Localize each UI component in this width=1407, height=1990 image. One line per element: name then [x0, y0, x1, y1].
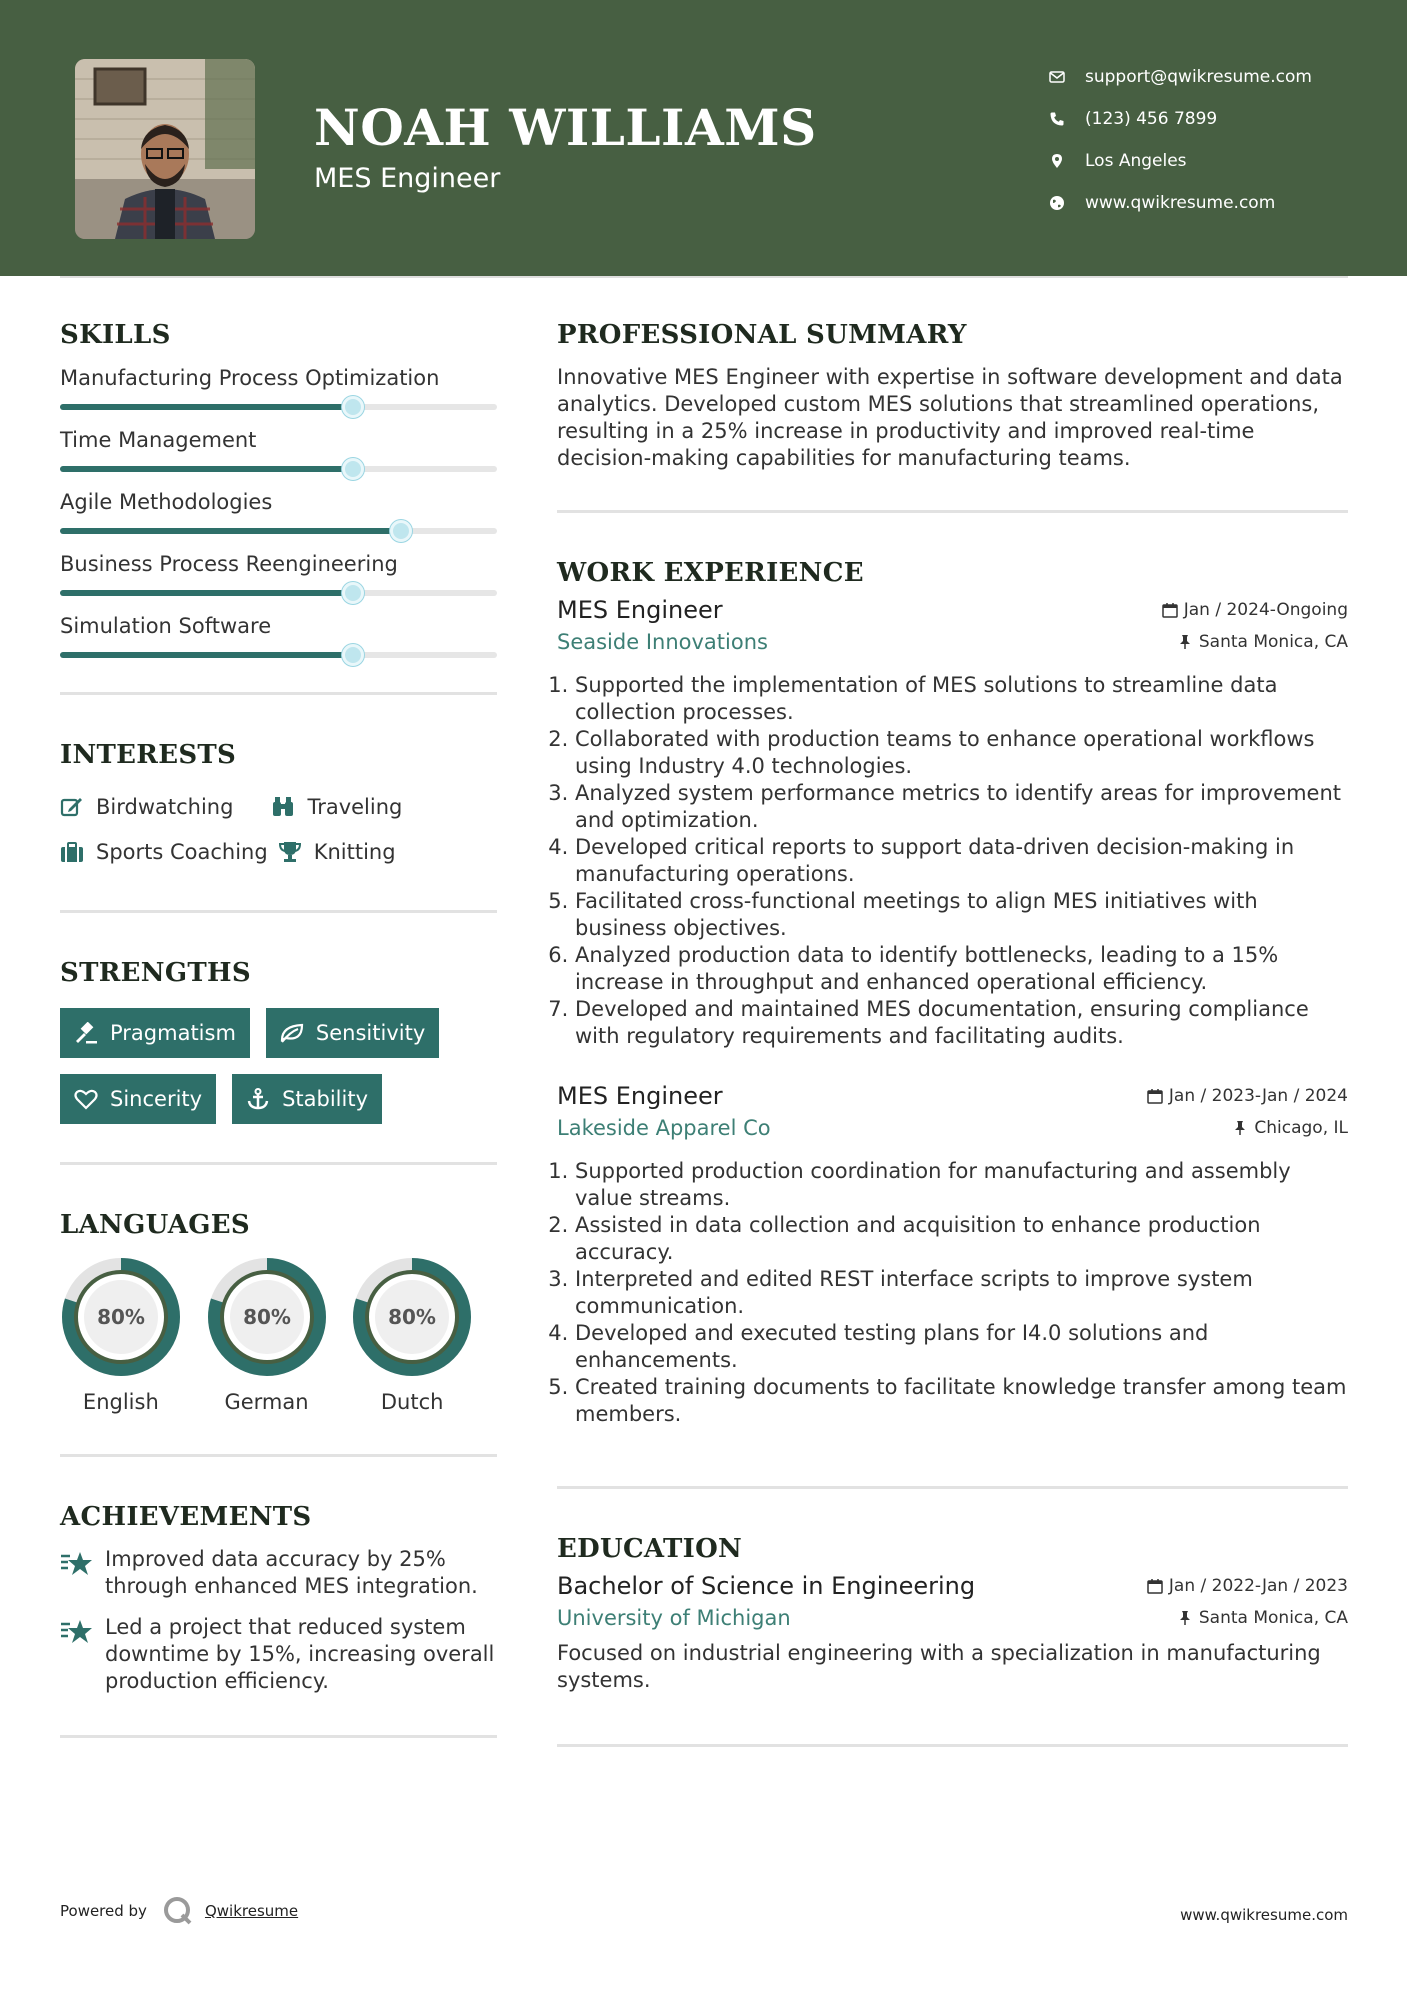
languages-heading: LANGUAGES	[60, 1210, 250, 1240]
contact-email-text: support@qwikresume.com	[1085, 67, 1312, 87]
header-divider	[60, 276, 1348, 278]
left-column	[60, 320, 497, 1738]
language-donut	[206, 1256, 328, 1378]
job-location	[1232, 1118, 1348, 1138]
candidate-name: NOAH WILLIAMS	[314, 98, 817, 157]
skill-bar	[60, 652, 497, 658]
job-subheader	[557, 1116, 1348, 1140]
qwikresume-logo-icon	[163, 1896, 193, 1926]
strength-label: Sensitivity	[315, 1021, 426, 1045]
job-location	[1177, 632, 1348, 652]
job-bullet: 4. Developed and executed testing plans for I4.0 solutions and enhancements.	[575, 1320, 1348, 1374]
gavel-icon	[74, 1022, 98, 1044]
briefcase-icon	[60, 841, 96, 863]
skill-bar-knob	[342, 644, 364, 666]
powered-by-text: Powered by	[60, 1902, 147, 1920]
education-entry	[557, 1572, 1348, 1694]
language-donut	[60, 1256, 182, 1378]
language-percent: 80%	[97, 1305, 145, 1329]
contact-website-text: www.qwikresume.com	[1085, 193, 1276, 213]
skills-list	[60, 364, 497, 658]
strength-chip	[266, 1008, 439, 1058]
job-bullet: 1. Supported production coordination for manufacturing and assembly value streams.	[575, 1158, 1348, 1212]
skill-bar-fill	[60, 652, 353, 658]
skill-item	[60, 426, 497, 472]
job-title: MES Engineer	[557, 596, 723, 624]
company-name: Seaside Innovations	[557, 630, 768, 654]
section-divider	[60, 1454, 497, 1457]
contact-phone-text: (123) 456 7899	[1085, 109, 1218, 129]
skill-item	[60, 612, 497, 658]
strength-label: Stability	[282, 1087, 369, 1111]
education-heading: EDUCATION	[557, 1534, 743, 1564]
star-list-icon	[60, 1546, 105, 1600]
footer-powered-by	[60, 1896, 298, 1926]
skill-item	[60, 364, 497, 410]
pushpin-icon	[1232, 1120, 1248, 1136]
trophy-icon	[278, 841, 314, 863]
interest-item	[60, 829, 268, 874]
calendar-icon	[1147, 1578, 1163, 1594]
contact-location	[1049, 140, 1312, 182]
job-bullet: 7. Developed and maintained MES documentation, ensuring compliance with regulatory requirements and facilitating audits.	[575, 996, 1348, 1050]
contact-location-text: Los Angeles	[1085, 151, 1187, 171]
profile-photo	[75, 59, 255, 239]
strengths-heading: STRENGTHS	[60, 958, 251, 988]
section-divider	[557, 1486, 1348, 1489]
education-location	[1177, 1608, 1348, 1628]
achievement-item	[60, 1614, 497, 1695]
candidate-title: MES Engineer	[314, 163, 501, 194]
skill-bar-knob	[342, 396, 364, 418]
language-item	[351, 1256, 497, 1414]
section-divider	[60, 1735, 497, 1738]
strength-chip	[232, 1074, 382, 1124]
interests-list	[60, 784, 497, 874]
job-date-text: Jan / 2023-Jan / 2024	[1168, 1086, 1348, 1106]
language-name: German	[224, 1390, 309, 1414]
edit-icon	[60, 796, 96, 818]
footer-website[interactable]: www.qwikresume.com	[1180, 1906, 1348, 1924]
phone-icon	[1049, 111, 1085, 127]
contact-phone[interactable]	[1049, 98, 1312, 140]
job-entry	[557, 1082, 1348, 1428]
section-divider	[557, 510, 1348, 513]
star-list-icon	[60, 1614, 105, 1695]
skill-bar	[60, 404, 497, 410]
education-subheader	[557, 1606, 1348, 1630]
education-header	[557, 1572, 1348, 1600]
calendar-icon	[1162, 602, 1178, 618]
skill-name: Manufacturing Process Optimization	[60, 366, 440, 390]
skill-bar-knob	[342, 582, 364, 604]
education-location-text: Santa Monica, CA	[1198, 1608, 1348, 1628]
strength-label: Pragmatism	[110, 1021, 236, 1045]
achievements-list	[60, 1546, 497, 1695]
envelope-icon	[1049, 69, 1085, 85]
section-divider	[557, 1744, 1348, 1747]
job-bullet: 2. Assisted in data collection and acquisition to enhance production accuracy.	[575, 1212, 1348, 1266]
job-bullets	[557, 672, 1348, 1050]
job-location-text: Santa Monica, CA	[1198, 632, 1348, 652]
contact-website[interactable]	[1049, 182, 1312, 224]
skill-bar-fill	[60, 404, 353, 410]
language-donut	[351, 1256, 473, 1378]
language-percent: 80%	[388, 1305, 437, 1329]
skill-item	[60, 488, 497, 534]
language-percent: 80%	[242, 1305, 291, 1329]
summary-text: Innovative MES Engineer with expertise in software development and data analytics. Developed custom MES solutions that streamlined operations, resulting in a 25% increase in productivity and improved real-time decision-making capabilities for manufacturing teams.	[557, 365, 1343, 470]
pushpin-icon	[1177, 1610, 1193, 1626]
job-bullet: 5. Facilitated cross-functional meetings to align MES initiatives with business objectives.	[575, 888, 1348, 942]
languages-list	[60, 1256, 497, 1414]
section-divider	[60, 1162, 497, 1165]
globe-icon	[1049, 195, 1085, 211]
interest-label: Sports Coaching	[96, 839, 268, 864]
job-header	[557, 1082, 1348, 1110]
job-bullets	[557, 1158, 1348, 1428]
job-bullet: 1. Supported the implementation of MES solutions to streamline data collection processes.	[575, 672, 1348, 726]
skill-name: Time Management	[60, 428, 257, 452]
strength-chip	[60, 1074, 216, 1124]
degree-title: Bachelor of Science in Engineering	[557, 1572, 976, 1600]
job-date	[1162, 600, 1348, 620]
job-bullet: 3. Interpreted and edited REST interface scripts to improve system communication.	[575, 1266, 1348, 1320]
skills-heading: SKILLS	[60, 320, 171, 350]
achievements-heading: ACHIEVEMENTS	[60, 1502, 312, 1532]
anchor-icon	[246, 1088, 270, 1110]
binoculars-icon	[271, 796, 307, 818]
leaf-icon	[280, 1022, 304, 1044]
interest-item	[60, 784, 233, 829]
job-entry	[557, 596, 1348, 1050]
skill-item	[60, 550, 497, 596]
skill-bar	[60, 590, 497, 596]
skill-bar-fill	[60, 528, 401, 534]
interests-heading: INTERESTS	[60, 740, 237, 770]
interest-item	[278, 829, 396, 874]
skill-bar-fill	[60, 466, 353, 472]
achievement-item	[60, 1546, 497, 1600]
job-bullet: 3. Analyzed system performance metrics to identify areas for improvement and optimization.	[575, 780, 1348, 834]
interest-label: Birdwatching	[96, 794, 234, 819]
job-bullet: 6. Analyzed production data to identify bottlenecks, leading to a 15% increase in throughput and enhanced operational efficiency.	[575, 942, 1348, 996]
pushpin-icon	[1177, 634, 1193, 650]
strengths-list	[60, 1008, 497, 1140]
education-date	[1147, 1576, 1348, 1596]
job-header	[557, 596, 1348, 624]
skill-bar-knob	[342, 458, 364, 480]
language-name: Dutch	[380, 1390, 444, 1414]
job-date-text: Jan / 2024-Ongoing	[1183, 600, 1348, 620]
job-subheader	[557, 630, 1348, 654]
contact-email[interactable]	[1049, 56, 1312, 98]
calendar-icon	[1147, 1088, 1163, 1104]
job-date	[1147, 1086, 1348, 1106]
education-date-text: Jan / 2022-Jan / 2023	[1168, 1576, 1348, 1596]
job-bullet: 5. Created training documents to facilitate knowledge transfer among team members.	[575, 1374, 1348, 1428]
skill-bar	[60, 466, 497, 472]
summary-heading: PROFESSIONAL SUMMARY	[557, 320, 967, 350]
job-title: MES Engineer	[557, 1082, 723, 1110]
map-pin-icon	[1049, 153, 1085, 169]
school-name: University of Michigan	[557, 1606, 791, 1630]
strength-label: Sincerity	[110, 1087, 203, 1111]
company-name: Lakeside Apparel Co	[557, 1116, 771, 1140]
skill-bar-knob	[390, 520, 412, 542]
contact-list	[1049, 56, 1312, 224]
right-column	[557, 320, 1348, 1747]
interest-label: Knitting	[313, 839, 396, 864]
strength-chip	[60, 1008, 250, 1058]
skill-name: Business Process Reengineering	[60, 552, 398, 576]
experience-heading: WORK EXPERIENCE	[557, 558, 864, 588]
heart-icon	[74, 1088, 98, 1110]
achievement-text: Led a project that reduced system downtime by 15%, increasing overall production efficiency.	[105, 1615, 495, 1693]
section-divider	[60, 692, 497, 695]
education-description: Focused on industrial engineering with a specialization in manufacturing systems.	[557, 1641, 1321, 1692]
section-divider	[60, 910, 497, 913]
skill-bar	[60, 528, 497, 534]
skill-name: Simulation Software	[60, 614, 272, 638]
job-bullet: 4. Developed critical reports to support data-driven decision-making in manufacturing operations.	[575, 834, 1348, 888]
skill-bar-fill	[60, 590, 353, 596]
job-bullet: 2. Collaborated with production teams to enhance operational workflows using Industry 4.0 technologies.	[575, 726, 1348, 780]
qwikresume-link[interactable]: Qwikresume	[204, 1902, 299, 1920]
job-location-text: Chicago, IL	[1254, 1118, 1348, 1138]
profile-photo-illustration	[75, 59, 255, 239]
resume-header	[0, 0, 1407, 276]
language-name: English	[82, 1390, 159, 1414]
interest-item	[271, 784, 402, 829]
achievement-text: Improved data accuracy by 25% through enhanced MES integration.	[105, 1547, 478, 1598]
skill-name: Agile Methodologies	[60, 490, 273, 514]
interest-label: Traveling	[307, 794, 403, 819]
